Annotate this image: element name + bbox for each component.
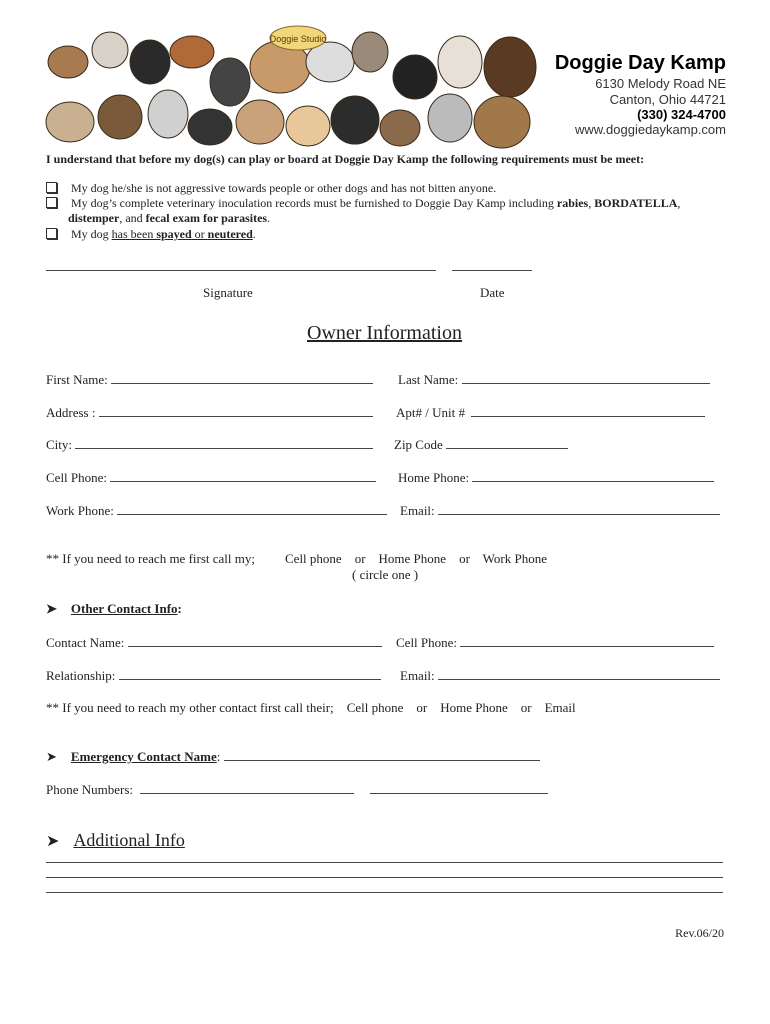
- apt-unit-field[interactable]: Apt# / Unit #: [396, 404, 705, 421]
- city-field[interactable]: City:: [46, 436, 373, 453]
- requirement-text: My dog has been spayed or neutered.: [71, 227, 256, 241]
- signature-label: Signature: [203, 285, 253, 300]
- business-name: Doggie Day Kamp: [554, 52, 726, 74]
- requirement-item-2: [46, 196, 680, 211]
- checkbox-icon[interactable]: [46, 182, 57, 193]
- contact-name-field[interactable]: Contact Name:: [46, 634, 382, 651]
- option-email[interactable]: Email: [544, 700, 576, 715]
- owner-email-field[interactable]: Email:: [400, 502, 720, 519]
- requirement-item-1: [46, 181, 496, 196]
- owner-reach-first-text: ** If you need to reach me first call my;: [46, 551, 256, 566]
- address-field[interactable]: Address :: [46, 404, 373, 421]
- home-phone-field[interactable]: Home Phone:: [398, 469, 714, 486]
- additional-info-line-2[interactable]: [46, 877, 723, 878]
- checkbox-icon[interactable]: [46, 228, 57, 239]
- emergency-contact-field[interactable]: ➤ Emergency Contact Name:: [46, 748, 540, 765]
- logo-banner-text: Doggie Studio: [269, 34, 327, 44]
- dog-collage-logo: [40, 22, 560, 154]
- circle-one-note: ( circle one ): [352, 567, 419, 582]
- requirements-intro: I understand that before my dog(s) can play or board at Doggie Day Kamp the following requirements must be meet:: [46, 152, 645, 166]
- business-phone: (330) 324-4700: [637, 107, 726, 122]
- relationship-field[interactable]: Relationship:: [46, 667, 381, 684]
- additional-info-line-3[interactable]: [46, 892, 723, 893]
- dog-collage-image: [40, 22, 560, 154]
- signature-line[interactable]: [46, 270, 436, 271]
- option-cell-phone[interactable]: Cell phone: [346, 700, 404, 715]
- revision-label: Rev.06/20: [675, 926, 724, 940]
- requirement-item-3: [46, 227, 256, 242]
- option-cell-phone[interactable]: Cell phone: [285, 551, 342, 566]
- arrow-bullet-icon: ➤: [46, 833, 60, 850]
- option-home-phone[interactable]: Home Phone: [378, 551, 447, 566]
- additional-info-heading: ➤ Additional Info: [46, 830, 185, 850]
- requirement-item-2-cont: distemper, and fecal exam for parasites.: [68, 211, 271, 225]
- date-label: Date: [480, 285, 505, 300]
- business-address-line1: 6130 Melody Road NE: [595, 76, 726, 91]
- date-line[interactable]: [452, 270, 532, 271]
- last-name-field[interactable]: Last Name:: [398, 371, 710, 388]
- owner-info-heading: Owner Information: [307, 322, 462, 344]
- checkbox-icon[interactable]: [46, 197, 57, 208]
- owner-preferred-phone-options[interactable]: Cell phone or Home Phone or Work Phone: [285, 551, 547, 566]
- other-contact-reach-first[interactable]: ** If you need to reach my other contact first call their; Cell phone or Home Phone or Email: [46, 700, 576, 715]
- first-name-field[interactable]: First Name:: [46, 371, 373, 388]
- requirement-text: My dog he/she is not aggressive towards people or other dogs and has not bitten anyone.: [71, 181, 497, 195]
- requirement-text: My dog’s complete veterinary inoculation records must be furnished to Doggie Day Kamp including rabies, BORDATELLA,: [71, 196, 681, 210]
- business-website[interactable]: www.doggiedaykamp.com: [574, 122, 726, 137]
- business-address-line2: Canton, Ohio 44721: [609, 92, 726, 107]
- owner-cell-phone-field[interactable]: Cell Phone:: [46, 469, 376, 486]
- other-contact-cell-phone-field[interactable]: Cell Phone:: [396, 634, 714, 651]
- other-contact-email-field[interactable]: Email:: [400, 667, 720, 684]
- phone-numbers-field[interactable]: Phone Numbers:: [46, 781, 548, 798]
- option-home-phone[interactable]: Home Phone: [440, 700, 508, 715]
- zip-code-field[interactable]: Zip Code: [394, 436, 568, 453]
- additional-info-line-1[interactable]: [46, 862, 723, 863]
- work-phone-field[interactable]: Work Phone:: [46, 502, 387, 519]
- arrow-bullet-icon: ➤: [46, 749, 57, 764]
- other-contact-heading: ➤ Other Contact Info:: [46, 601, 182, 616]
- arrow-bullet-icon: ➤: [46, 601, 57, 616]
- option-work-phone[interactable]: Work Phone: [482, 551, 547, 566]
